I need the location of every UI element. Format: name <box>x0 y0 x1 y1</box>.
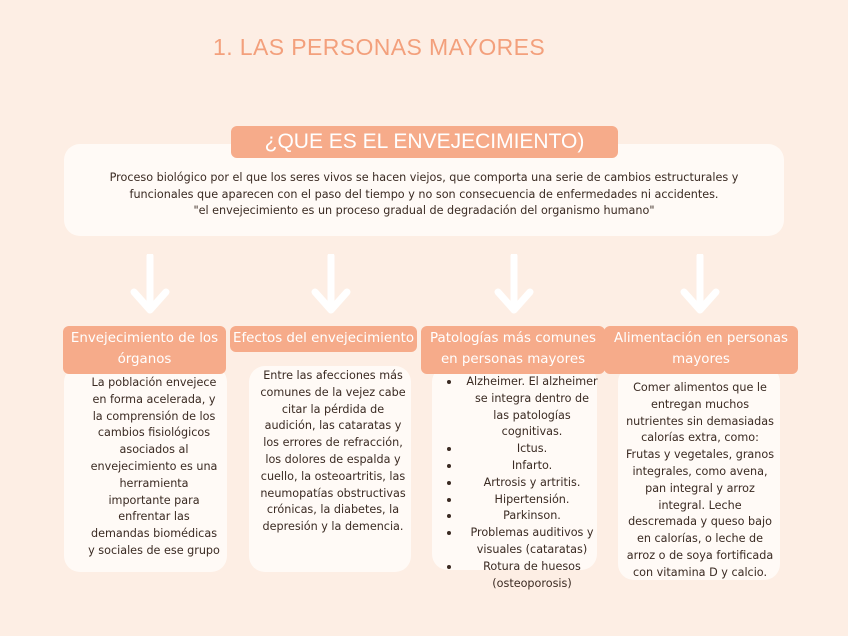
heading-line: Patologías más comunes <box>430 331 596 346</box>
list-item: Ictus. <box>462 441 602 458</box>
effects-text <box>250 368 416 536</box>
text-line: la comprensión de los <box>92 409 216 423</box>
text-line: citar la pérdida de <box>281 402 385 416</box>
text-line: herramienta <box>119 476 189 490</box>
bullet-icon <box>447 481 451 485</box>
list-item: Infarto. <box>462 458 602 475</box>
text-line: cuello, la osteoartritis, las <box>260 469 406 483</box>
text-line: calorías extra, como: <box>641 431 759 445</box>
heading-line: Efectos del envejecimiento <box>232 331 415 346</box>
bullet-icon <box>447 498 451 502</box>
text-line: pan integral y arroz <box>645 481 755 495</box>
text-line: en calorías, o leche de <box>636 532 764 546</box>
bullet-icon <box>447 380 451 384</box>
nutrition-text <box>618 380 782 582</box>
nutrition-heading <box>604 326 798 374</box>
list-item: Artrosis y artritis. <box>462 475 602 492</box>
text-line: en forma acelerada, y <box>92 392 216 406</box>
text-line: descremada y queso bajo <box>628 515 772 529</box>
text-line: audición, las cataratas y <box>264 419 402 433</box>
list-item: Rotura de huesos (osteoporosis) <box>462 559 602 593</box>
bullet-icon <box>447 565 451 569</box>
heading-line: mayores <box>672 352 730 367</box>
definition-text <box>68 170 780 220</box>
text-line: arroz o de soya fortificada <box>626 548 774 562</box>
text-line: La población envejece <box>91 376 217 389</box>
arrow-down-icon <box>130 254 170 316</box>
heading-line: órganos <box>117 352 172 367</box>
text-line: integrales, como avena, <box>632 464 768 478</box>
text-line: crónicas, la diabetes, la <box>266 503 400 517</box>
list-item: Alzheimer. El alzheimer se integra dentro de las patologías cognitivas. <box>462 374 602 441</box>
text-line: los errores de refracción, <box>263 436 403 450</box>
text-line: enfrentar las <box>118 510 190 524</box>
definition-line: "el envejecimiento es un proceso gradual de degradación del organismo humano" <box>193 204 655 217</box>
definition-line: Proceso biológico por el que los seres vivos se hacen viejos, que comporta una serie de cambios estructurales y <box>109 171 739 184</box>
text-line: entregan muchos <box>650 397 750 411</box>
text-line: y sociales de ese grupo <box>88 543 220 557</box>
text-line: Entre las afecciones más <box>263 369 403 382</box>
text-line: con vitamina D y calcio. <box>632 565 768 579</box>
definition-line: funcionales que aparecen con el paso del tiempo y no son consecuencia de enfermedades ni accidentes. <box>129 187 719 201</box>
arrow-down-icon <box>311 254 351 316</box>
text-line: Frutas y vegetales, granos <box>625 448 775 462</box>
pathologies-list <box>462 374 602 592</box>
list-item: Problemas auditivos y visuales (cataratas) <box>462 525 602 559</box>
text-line: cambios fisiológicos <box>97 426 211 440</box>
text-line: Comer alimentos que le <box>633 381 767 394</box>
heading-line: Alimentación en personas <box>614 331 788 346</box>
text-line: neumopatías obstructivas <box>260 486 406 500</box>
main-question-label: ¿QUE ES EL ENVEJECIMIENTO) <box>231 126 618 158</box>
text-line: envejecimiento es una <box>90 459 218 473</box>
text-line: asociados al <box>119 443 189 457</box>
text-line: comunes de la vejez cabe <box>260 385 406 399</box>
list-item: Hipertensión. <box>462 492 602 509</box>
heading-line: Envejecimiento de los <box>70 331 219 346</box>
list-item: Parkinson. <box>462 508 602 525</box>
text-line: demandas biomédicas <box>90 527 218 541</box>
text-line: depresión y la demencia. <box>262 520 404 534</box>
arrow-down-icon <box>494 254 534 316</box>
text-line: nutrientes sin demasiadas <box>626 414 774 428</box>
organs-text <box>76 375 232 560</box>
arrow-down-icon <box>680 254 720 316</box>
text-line: importante para <box>108 493 200 507</box>
heading-line: en personas mayores <box>440 352 586 367</box>
text-line: los dolores de espalda y <box>265 452 401 466</box>
bullet-icon <box>447 464 451 468</box>
text-line: integral. Leche <box>658 498 742 512</box>
effects-heading <box>230 326 417 352</box>
pathologies-heading <box>421 326 605 374</box>
page-title: 1. LAS PERSONAS MAYORES <box>213 34 546 60</box>
organs-heading <box>63 326 226 374</box>
